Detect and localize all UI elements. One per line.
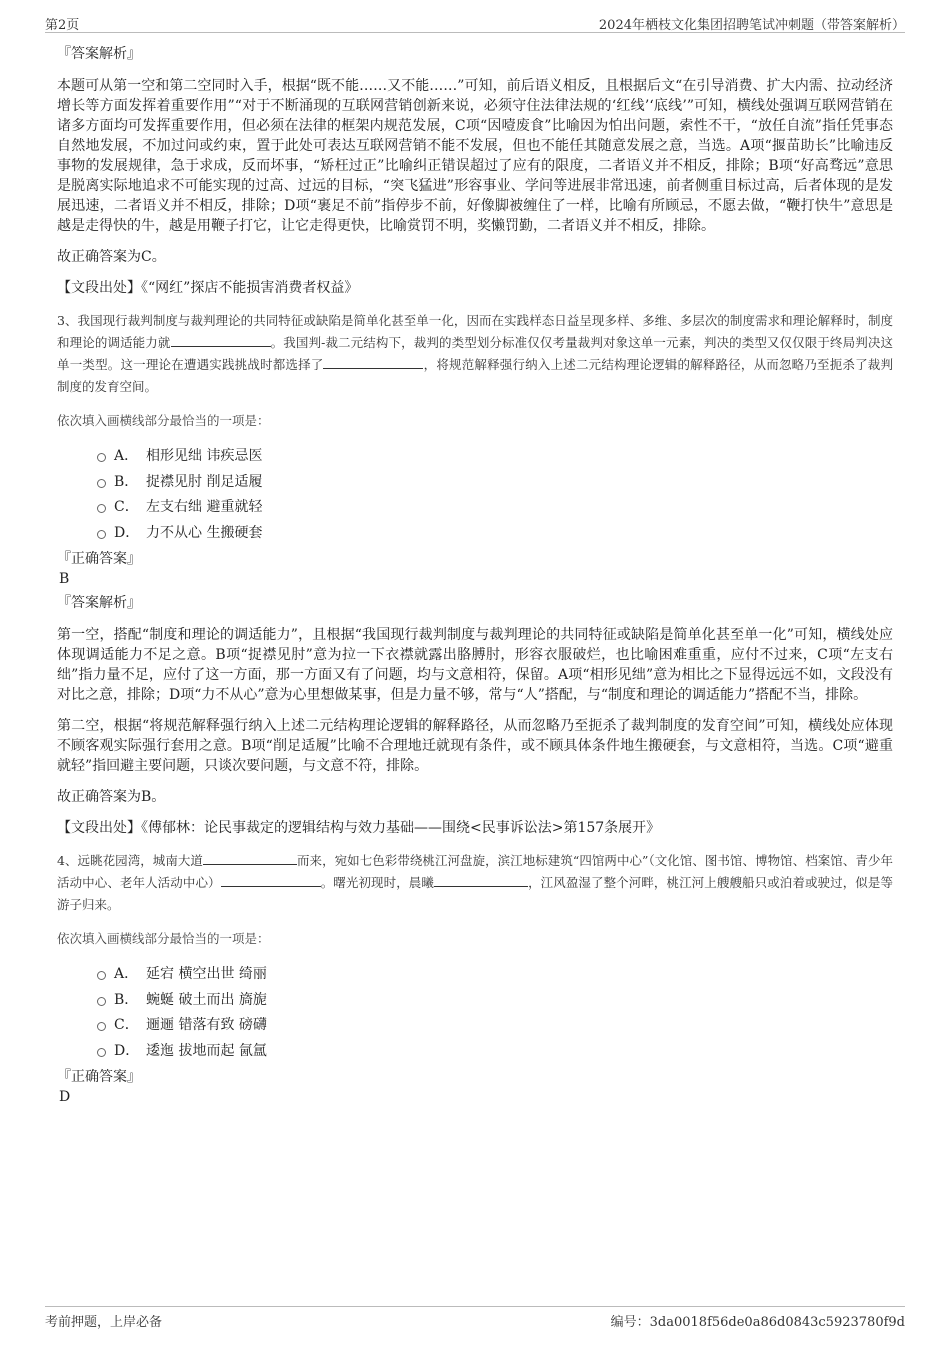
- final-answer-text: 故正确答案为C。: [57, 249, 166, 265]
- blank-line: [323, 356, 423, 369]
- blank-line: [203, 852, 297, 865]
- correct-answer-tag: 『正确答案』: [57, 1069, 141, 1085]
- question-instruction: 依次填入画横线部分最恰当的一项是：: [57, 931, 270, 946]
- option-d[interactable]: D． 逶迤 拔地而起 氤氲: [97, 1039, 893, 1065]
- radio-icon[interactable]: [97, 997, 106, 1006]
- document-code: 编号：3da0018f56de0a86d0843c5923780f9d: [610, 1315, 905, 1330]
- page-number: 第2页: [45, 18, 80, 33]
- footer-slogan: 考前押题，上岸必备: [45, 1315, 163, 1330]
- final-answer-text: 故正确答案为B。: [57, 789, 166, 805]
- option-a[interactable]: A． 延宕 横空出世 绮丽: [97, 962, 893, 988]
- analysis-paragraph: 第二空，根据“将规范解释强行纳入上述二元结构理论逻辑的解释路径，从而忽略乃至扼杀了裁判制度的发育空间”可知，横线处应体现不顾客观实际强行套用之意。B项“削足适履”比喻不合理地迁就现有条件，或不顾具体条件地生搬硬套，与文意相符，当选。C项“避重就轻”指回避主要问题，只谈次要问题，与文意不符，排除。: [57, 718, 893, 774]
- question-4-text: 4、远眺花园湾，城南大道 而来，宛如七色彩带绕桃江河盘旋，滨江地标建筑“四馆两中心”（文化馆、图书馆、博物馆、档案馆、青少年活动中心、老年人活动中心） 。曙光初现时，晨曦 ，江风盈湿了整个河畔，桃江河上艘艘船只或泊着或驶过，似是等游子归来。: [57, 853, 893, 912]
- page-header: [45, 12, 905, 33]
- correct-answer: D: [59, 1089, 71, 1105]
- option-d[interactable]: D． 力不从心 生搬硬套: [97, 521, 893, 547]
- question-3-options: [97, 444, 893, 546]
- source-citation: 【文段出处】《傅郁林：论民事裁定的逻辑结构与效力基础——围绕<民事诉讼法>第157条展开》: [57, 820, 661, 836]
- option-b[interactable]: B． 捉襟见肘 削足适履: [97, 470, 893, 496]
- question-4-options: [97, 962, 893, 1064]
- document-title: 2024年栖枝文化集团招聘笔试冲刺题（带答案解析）: [598, 18, 905, 33]
- radio-icon[interactable]: [97, 1048, 106, 1057]
- blank-line: [171, 334, 271, 347]
- analysis-tag: 『答案解析』: [57, 595, 141, 611]
- blank-line: [221, 874, 321, 887]
- radio-icon[interactable]: [97, 1022, 106, 1031]
- analysis-tag: 『答案解析』: [57, 46, 141, 62]
- option-b[interactable]: B． 蜿蜒 破土而出 旖旎: [97, 988, 893, 1014]
- question-instruction: 依次填入画横线部分最恰当的一项是：: [57, 413, 270, 428]
- radio-icon[interactable]: [97, 453, 106, 462]
- option-c[interactable]: C． 逦逦 错落有致 磅礴: [97, 1013, 893, 1039]
- source-citation: 【文段出处】《“网红”探店不能损害消费者权益》: [57, 280, 359, 296]
- question-3-text: 3、我国现行裁判制度与裁判理论的共同特征或缺陷是简单化甚至单一化，因而在实践样态日益呈现多样、多维、多层次的制度需求和理论解释时，制度和理论的调适能力就 。我国判-裁二元结构下，裁判的类型划分标准仅仅考量裁判对象这单一元素，判决的类型又仅仅限于终局判决这单一类型。这一理论在遭遇实践挑战时都选择了 ，将规范解释强行纳入上述二元结构理论逻辑的解释路径，从而忽略乃至扼杀了裁判制度的发育空间。: [57, 313, 893, 394]
- analysis-paragraph: 本题可从第一空和第二空同时入手，根据“既不能……又不能……”可知，前后语义相反，且根据后文“在引导消费、扩大内需、拉动经济增长等方面发挥着重要作用”“对于不断涌现的互联网营销创新来说，必须守住法律法规的‘红线’‘底线’”可知，横线处强调互联网营销在诸多方面均可发挥重要作用，但必须在法律的框架内规范发展，C项“因噎废食”比喻因为怕出问题，索性不干，“放任自流”指任凭事态自然地发展，不加过问或约束，置于此处可表达互联网营销不能不发展，但也不能任其随意发展之意，当选。A项“揠苗助长”比喻违反事物的发展规律，急于求成，反而坏事，“矫枉过正”比喻纠正错误超过了应有的限度，二者语义并不相反，排除；B项“好高骛远”意思是脱离实际地追求不可能实现的过高、过远的目标，“突飞猛进”形容事业、学问等进展非常迅速，前者侧重目标过高，后者体现的是发展迅速，二者语义并不相反，排除；D项“裹足不前”指停步不前，好像脚被缠住了一样，比喻有所顾忌，不愿去做，“鞭打快牛”意思是越是走得快的牛，越是用鞭子打它，让它走得更快，比喻赏罚不明，奖懒罚勤，二者语义并不相反，排除。: [57, 78, 893, 234]
- analysis-paragraph: 第一空，搭配“制度和理论的调适能力”，且根据“我国现行裁判制度与裁判理论的共同特征或缺陷是简单化甚至单一化”可知，横线处应体现调适能力不足之意。B项“捉襟见肘”意为拉一下衣襟就露出胳膊肘，形容衣服破烂，也比喻困难重重，应付不过来，C项“左支右绌”指力量不足，应付了这一方面，那一方面又有了问题，均与文意相符，保留。A项“相形见绌”意为相比之下显得远远不如，文段没有对比之意，排除；D项“力不从心”意为心里想做某事，但是力量不够，常与“人”搭配，与“制度和理论的调适能力”搭配不当，排除。: [57, 627, 893, 703]
- blank-line: [434, 874, 528, 887]
- page-content: [57, 44, 893, 1111]
- option-c[interactable]: C． 左支右绌 避重就轻: [97, 495, 893, 521]
- correct-answer-tag: 『正确答案』: [57, 551, 141, 567]
- radio-icon[interactable]: [97, 530, 106, 539]
- radio-icon[interactable]: [97, 504, 106, 513]
- radio-icon[interactable]: [97, 479, 106, 488]
- radio-icon[interactable]: [97, 971, 106, 980]
- correct-answer: B: [59, 571, 70, 587]
- option-a[interactable]: A． 相形见绌 讳疾忌医: [97, 444, 893, 470]
- page-footer: [45, 1306, 905, 1329]
